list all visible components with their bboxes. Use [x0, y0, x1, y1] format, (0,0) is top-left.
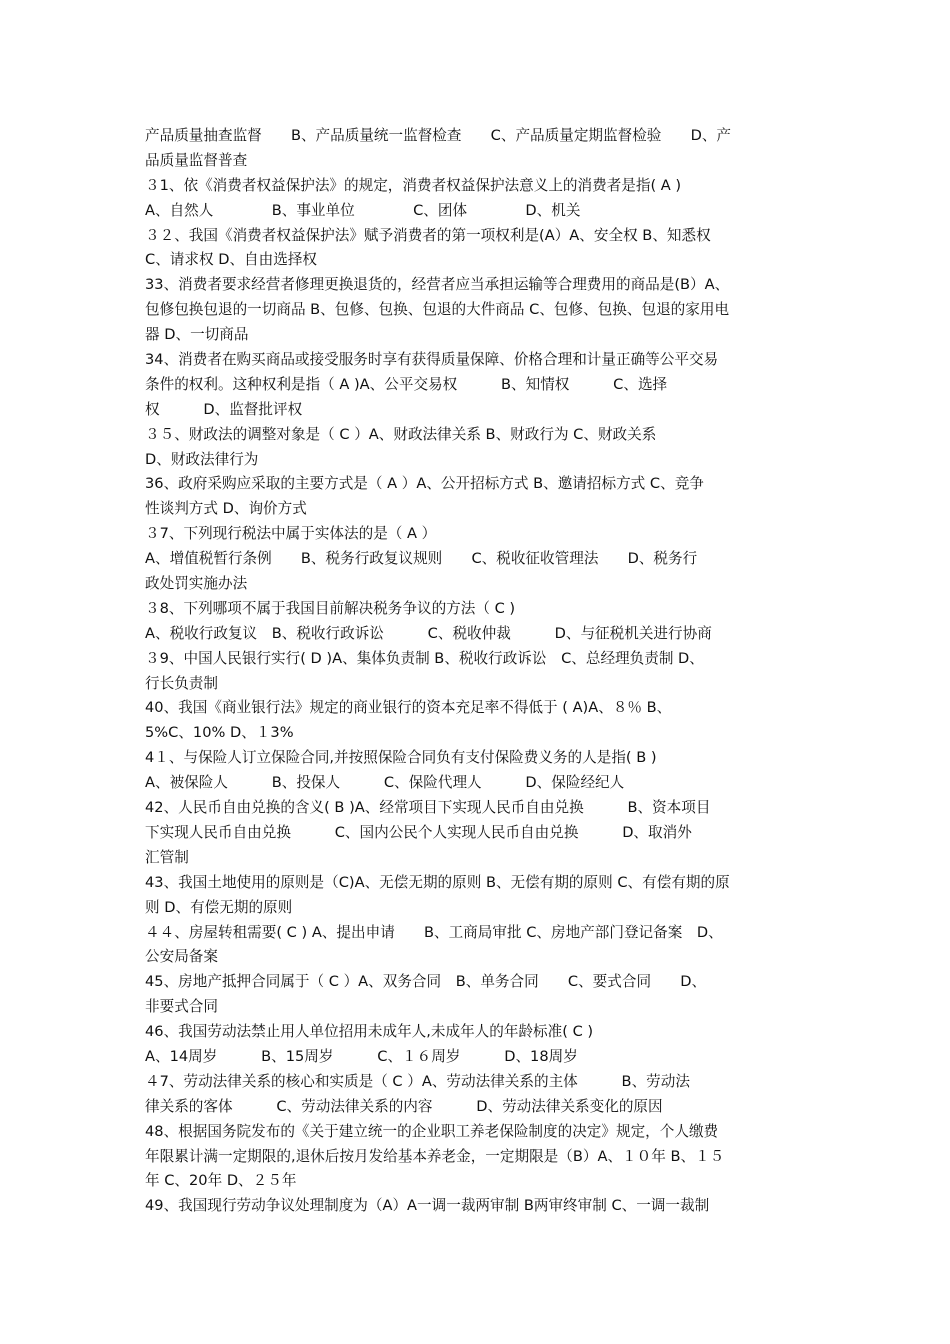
text-line: 36、政府采购应采取的主要方式是（ A ）A、公开招标方式 B、邀请招标方式 C、竞争: [145, 475, 704, 493]
text-line: ３２、我国《消费者权益保护法》赋予消费者的第一项权利是(A）A、安全权 B、知悉权: [145, 226, 711, 244]
document-body: [145, 124, 810, 1219]
text-line: 公安局备案: [145, 948, 218, 966]
text-line: A、自然人 B、事业单位 C、团体 D、机关: [145, 201, 581, 219]
text-line: ４7、劳动法律关系的核心和实质是（ C ）A、劳动法律关系的主体 B、劳动法: [145, 1072, 690, 1090]
text-line: ３8、下列哪项不属于我国目前解决税务争议的方法（ C ): [145, 599, 516, 617]
text-line: 48、根据国务院发布的《关于建立统一的企业职工养老保险制度的决定》规定，个人缴费: [145, 1122, 719, 1140]
text-line: 品质量监督普查: [145, 151, 248, 169]
text-line: 权 D、监督批评权: [145, 400, 303, 418]
text-line: 条件的权利。这种权利是指（ A )A、公平交易权 B、知情权 C、选择: [145, 375, 668, 393]
text-line: 律关系的客体 C、劳动法律关系的内容 D、劳动法律关系变化的原因: [145, 1097, 663, 1115]
text-line: ３５、财政法的调整对象是（ C ）A、财政法律关系 B、财政行为 C、财政关系: [145, 425, 657, 443]
text-line: A、税收行政复议 B、税收行政诉讼 C、税收仲裁 D、与征税机关进行协商: [145, 624, 712, 642]
text-line: 49、我国现行劳动争议处理制度为（A）A一调一裁两审制 B两审终审制 C、一调一裁制: [145, 1197, 710, 1215]
text-line: 器 D、一切商品: [145, 326, 249, 344]
text-line: C、请求权 D、自由选择权: [145, 251, 318, 269]
text-line: ３9、中国人民银行实行( D )A、集体负责制 B、税收行政诉讼 C、总经理负责制 D、: [145, 649, 704, 667]
text-line: 产品质量抽查监督 B、产品质量统一监督检查 C、产品质量定期监督检验 D、产: [145, 127, 732, 144]
text-line: 5%C、10% D、１3%: [145, 724, 294, 742]
text-line: 42、人民币自由兑换的含义( B )A、经常项目下实现人民币自由兑换 B、资本项目: [145, 799, 711, 817]
text-line: 行长负责制: [145, 674, 218, 692]
text-line: ３7、下列现行税法中属于实体法的是（ A ）: [145, 525, 437, 543]
text-line: 年限累计满一定期限的,退休后按月发给基本养老金，一定期限是（B）A、１０年 B、１５: [145, 1147, 725, 1165]
text-line: 46、我国劳动法禁止用人单位招用未成年人,未成年人的年龄标准( C ): [145, 1023, 594, 1041]
text-line: 年 C、20年 D、２５年: [145, 1172, 297, 1190]
text-line: A、增值税暂行条例 B、税务行政复议规则 C、税收征收管理法 D、税务行: [145, 550, 698, 568]
text-line: 4１、与保险人订立保险合同,并按照保险合同负有支付保险费义务的人是指( B ): [145, 749, 657, 767]
text-line: D、财政法律行为: [145, 450, 259, 468]
text-line: 33、消费者要求经营者修理更换退货的，经营者应当承担运输等合理费用的商品是(B）A、: [145, 276, 730, 294]
text-line: 非要式合同: [145, 998, 218, 1016]
text-line: A、被保险人 B、投保人 C、保险代理人 D、保险经纪人: [145, 774, 625, 792]
text-line: 45、房地产抵押合同属于（ C ）A、双务合同 B、单务合同 C、要式合同 D、: [145, 973, 707, 991]
text-line: 政处罚实施办法: [145, 575, 248, 593]
text-line: 性谈判方式 D、询价方式: [145, 500, 307, 518]
text-line: 则 D、有偿无期的原则: [145, 898, 293, 916]
text-line: A、14周岁 B、15周岁 C、１６周岁 D、18周岁: [145, 1047, 578, 1065]
text-line: ４４、房屋转租需要( C ) A、提出申请 B、工商局审批 C、房地产部门登记备案 D、: [145, 923, 723, 941]
text-line: 汇管制: [145, 848, 189, 866]
text-line: 43、我国土地使用的原则是（C)A、无偿无期的原则 B、无偿有期的原则 C、有偿有期的原: [145, 873, 730, 891]
text-line: 下实现人民币自由兑换 C、国内公民个人实现人民币自由兑换 D、取消外: [145, 823, 692, 841]
text-line: ３1、依《消费者权益保护法》的规定，消费者权益保护法意义上的消费者是指( A ): [145, 176, 682, 194]
text-line: 40、我国《商业银行法》规定的商业银行的资本充足率不得低于 ( A)A、８％ B、: [145, 699, 672, 717]
text-line: 包修包换包退的一切商品 B、包修、包换、包退的大件商品 C、包修、包换、包退的家用电: [145, 301, 730, 319]
text-line: 34、消费者在购买商品或接受服务时享有获得质量保障、价格合理和计量正确等公平交易: [145, 351, 719, 369]
